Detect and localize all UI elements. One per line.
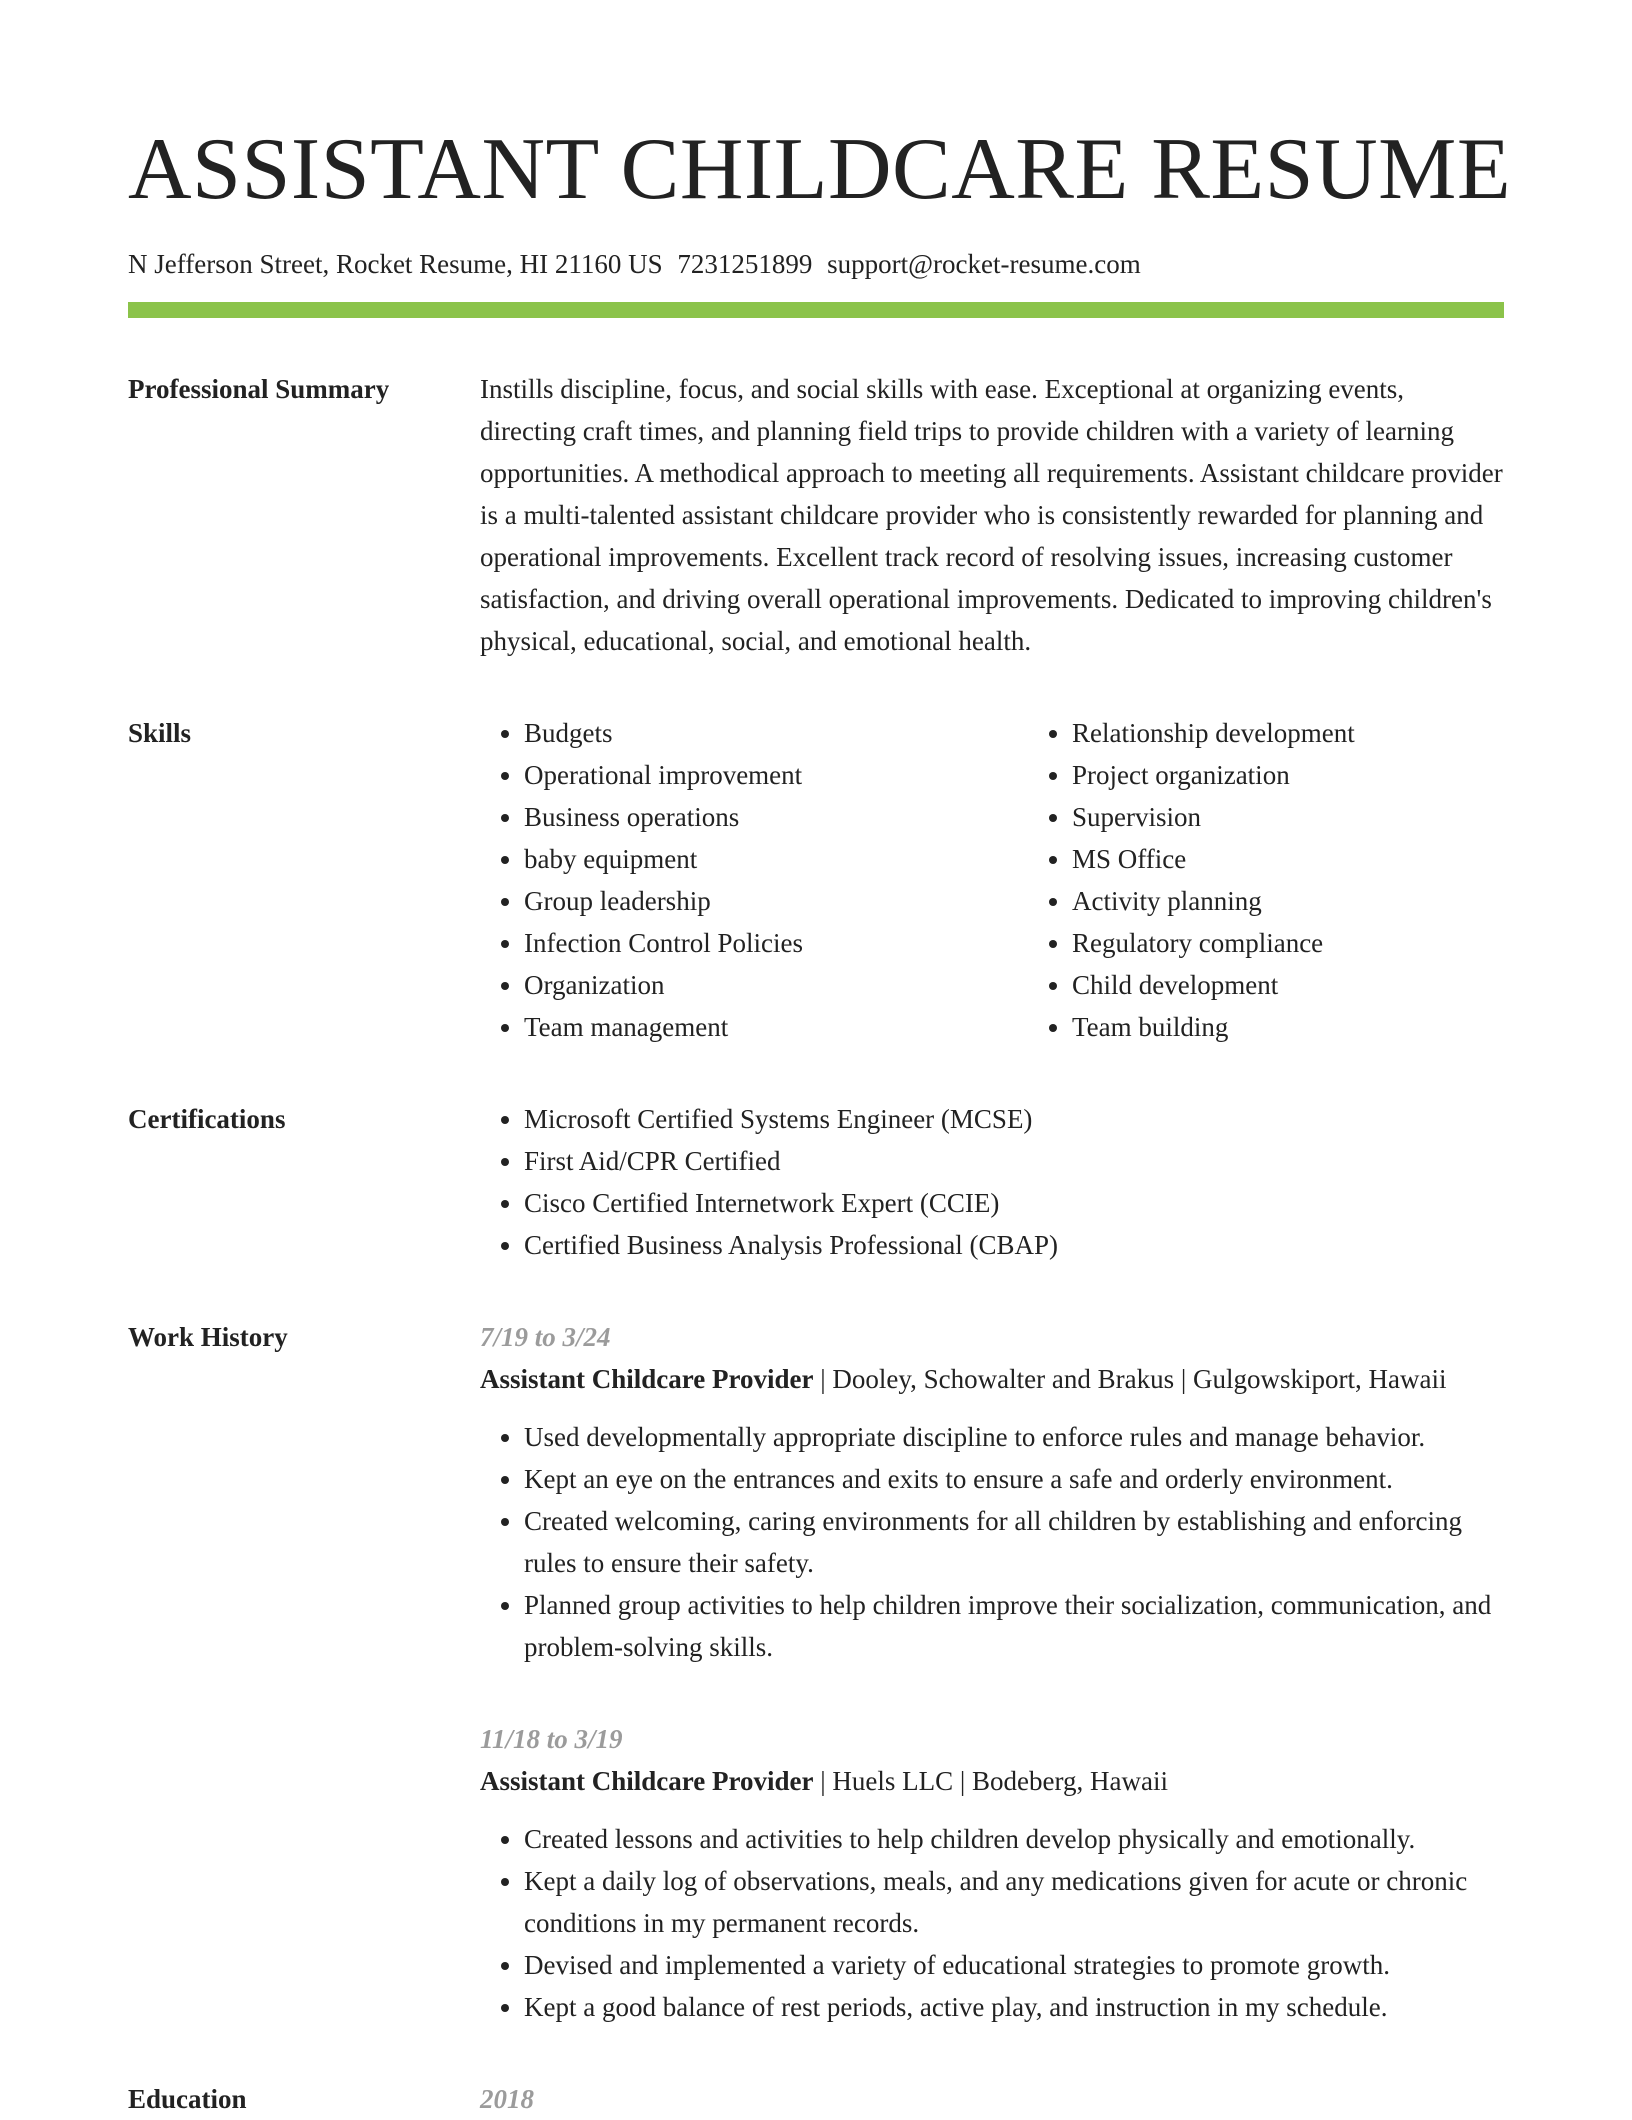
skill-item: • Business operations — [524, 796, 1028, 838]
job-title: Assistant Childcare Provider — [480, 1766, 814, 1796]
section-title: Skills — [128, 718, 192, 748]
job-bullet: • Devised and implemented a variety of educational strategies to promote growth. — [524, 1944, 1504, 1986]
email: support@rocket-resume.com — [827, 249, 1141, 279]
skills-list-left — [480, 712, 1028, 1048]
skill-item: • Organization — [524, 964, 1028, 1006]
certification-item: • Certified Business Analysis Professional (CBAP) — [524, 1224, 1504, 1266]
skill-item: • Team management — [524, 1006, 1028, 1048]
skill-item: • Regulatory compliance — [1072, 922, 1576, 964]
summary-section — [128, 368, 1504, 662]
section-title: Education — [128, 2084, 247, 2114]
certification-item: • Microsoft Certified Systems Engineer (MCSE) — [524, 1098, 1504, 1140]
address: N Jefferson Street, Rocket Resume, HI 21160 US — [128, 249, 663, 279]
job-bullets — [480, 1416, 1504, 1668]
contact-line — [128, 246, 1504, 282]
job-details: | Dooley, Schowalter and Brakus | Gulgowskiport, Hawaii — [813, 1364, 1447, 1394]
skill-item: • Relationship development — [1072, 712, 1576, 754]
job-entry — [480, 1718, 1504, 2028]
skill-item: • Child development — [1072, 964, 1576, 1006]
skill-item: • Group leadership — [524, 880, 1028, 922]
job-entry — [480, 1316, 1504, 1668]
certification-item: • First Aid/CPR Certified — [524, 1140, 1504, 1182]
skill-item: • MS Office — [1072, 838, 1576, 880]
job-bullet: • Used developmentally appropriate discipline to enforce rules and manage behavior. — [524, 1416, 1504, 1458]
section-title: Certifications — [128, 1104, 286, 1134]
job-heading — [480, 1358, 1504, 1400]
section-title: Professional Summary — [128, 374, 390, 404]
job-dates: 7/19 to 3/24 — [480, 1322, 611, 1352]
job-bullets — [480, 1818, 1504, 2028]
job-bullet: • Created welcoming, caring environments for all children by establishing and enforcing rules to ensure their safety. — [524, 1500, 1504, 1584]
skill-item: • Operational improvement — [524, 754, 1028, 796]
job-bullet: • Planned group activities to help children improve their socialization, communication, and problem-solving skills. — [524, 1584, 1504, 1668]
job-dates: 11/18 to 3/19 — [480, 1724, 623, 1754]
job-details: | Huels LLC | Bodeberg, Hawaii — [813, 1766, 1168, 1796]
skill-item: • Project organization — [1072, 754, 1576, 796]
resume-page — [128, 0, 1512, 2120]
certifications-list — [480, 1098, 1504, 1266]
certification-item: • Cisco Certified Internetwork Expert (CCIE) — [524, 1182, 1504, 1224]
skill-item: • Infection Control Policies — [524, 922, 1028, 964]
job-bullet: • Kept a daily log of observations, meals, and any medications given for acute or chronic conditions in my permanent records. — [524, 1860, 1504, 1944]
skills-section — [128, 712, 1504, 1048]
job-bullet: • Created lessons and activities to help children develop physically and emotionally. — [524, 1818, 1504, 1860]
skill-item: • Team building — [1072, 1006, 1576, 1048]
education-dates: 2018 — [480, 2084, 534, 2114]
resume-title: ASSISTANT CHILDCARE RESUME — [128, 121, 1512, 218]
certifications-section — [128, 1098, 1504, 1266]
section-title: Work History — [128, 1322, 288, 1352]
education-section — [128, 2078, 1504, 2120]
job-heading — [480, 1760, 1504, 1802]
summary-text: Instills discipline, focus, and social skills with ease. Exceptional at organizing events, directing craft times, and planning field trips to provide children with a variety of learning opportunities. A methodical approach to meeting all requirements. Assistant childcare provider is a multi-talented assistant childcare provider who is consistently rewarded for planning and operational improvements. Excellent track record of resolving issues, increasing customer satisfaction, and driving overall operational improvements. Dedicated to improving children's physical, educational, social, and emotional health. — [480, 374, 1503, 656]
skill-item: • baby equipment — [524, 838, 1028, 880]
job-bullet: • Kept a good balance of rest periods, active play, and instruction in my schedule. — [524, 1986, 1504, 2028]
skill-item: • Budgets — [524, 712, 1028, 754]
phone: 7231251899 — [677, 249, 813, 279]
accent-divider — [128, 302, 1504, 318]
skill-item: • Supervision — [1072, 796, 1576, 838]
job-title: Assistant Childcare Provider — [480, 1364, 814, 1394]
job-bullet: • Kept an eye on the entrances and exits to ensure a safe and orderly environment. — [524, 1458, 1504, 1500]
skills-list-right — [1028, 712, 1576, 1048]
work-history-section — [128, 1316, 1504, 2028]
skill-item: • Activity planning — [1072, 880, 1576, 922]
